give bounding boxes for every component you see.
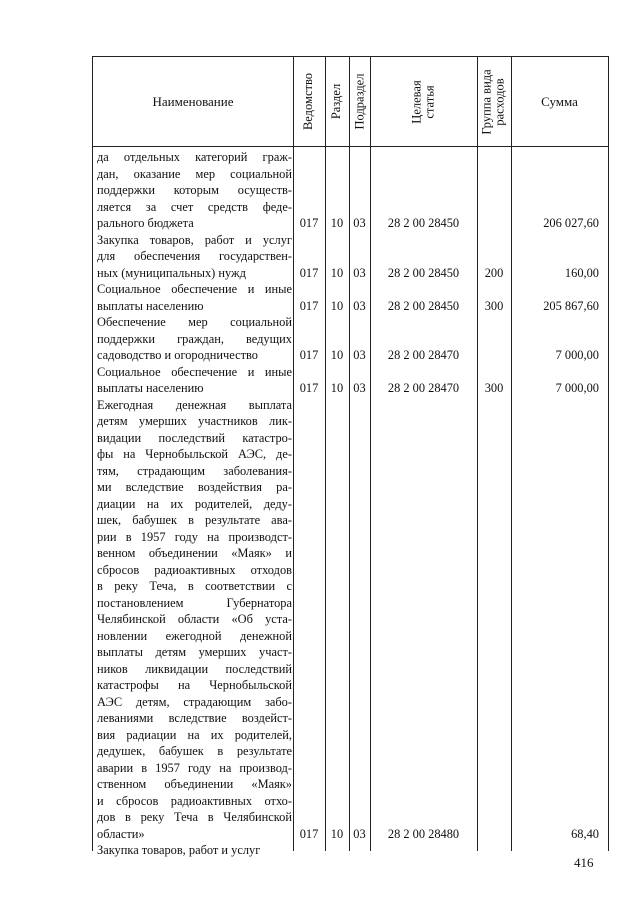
row-name-line: Закупка товаров, работ и услуг — [97, 843, 261, 857]
row-name-line: выплаты детям умерших участ- — [97, 645, 292, 659]
row-name-line: диации на их родителей, деду- — [97, 496, 292, 511]
cell-gruppa: 200 — [484, 265, 504, 280]
header-vedomstvo — [293, 57, 325, 146]
row-name-line: выплаты населению — [97, 381, 204, 395]
row-name-line: детям умерших участников лик- — [97, 414, 292, 428]
column-divider — [293, 57, 294, 851]
row-name-line: ников ликвидации последствий — [97, 661, 292, 676]
cell-celevaya-statya: 28 2 00 28450 — [387, 216, 460, 230]
column-divider — [370, 57, 371, 851]
row-name-line: садоводство и огородничество — [97, 348, 258, 362]
cell-vedomstvo: 017 — [299, 216, 319, 230]
cell-razdel: 10 — [330, 348, 344, 362]
header-vedomstvo-label: Ведомство — [301, 72, 316, 131]
row-name-line: поддержки которым осуществ- — [97, 183, 292, 197]
row-name-line: Закупка товаров, работ и услуг — [97, 232, 292, 247]
row-name-line: рального бюджета — [97, 216, 194, 230]
cell-podrazdel: 03 — [353, 216, 366, 230]
header-summa: Сумма — [541, 93, 578, 109]
row-name-line: катастрофы на Чернобыльской — [97, 678, 292, 692]
cell-podrazdel: 03 — [353, 381, 366, 395]
cell-celevaya-statya: 28 2 00 28480 — [387, 826, 460, 841]
row-name-line: шек, бабушек в результате ава- — [97, 513, 292, 527]
row-name-line: Ежегодная денежная выплата — [97, 397, 292, 412]
header-razdel — [325, 57, 349, 146]
cell-celevaya-statya: 28 2 00 28470 — [387, 381, 460, 395]
cell-vedomstvo: 017 — [299, 826, 319, 841]
cell-summa: 7 000,00 — [555, 348, 599, 362]
row-name-line: выплаты населению — [97, 298, 204, 313]
cell-razdel: 10 — [330, 826, 344, 841]
column-divider — [349, 57, 350, 851]
row-name-line: дедушек, бабушек в результате — [97, 744, 292, 758]
cell-gruppa: 300 — [484, 298, 504, 313]
row-name-line: АЭС детям, страдающим забо- — [97, 694, 292, 709]
cell-celevaya-statya: 28 2 00 28470 — [387, 348, 460, 362]
row-name-line: да отдельных категорий граж- — [97, 150, 292, 164]
row-name-line: ми вследствие воздействия ра- — [97, 480, 292, 494]
row-name-line: в реку Теча, в соответствии с — [97, 579, 292, 593]
row-name-line: венном объединении «Маяк» и — [97, 546, 292, 560]
header-podrazdel-label: Подраздел — [352, 73, 366, 130]
row-name-line: леваниями вследствие воздейст- — [97, 711, 292, 725]
cell-vedomstvo: 017 — [299, 348, 319, 362]
row-name-line: рии в 1957 году на производст- — [97, 529, 292, 544]
row-name-line: Обеспечение мер социальной — [97, 315, 292, 329]
row-name-line: аварии в 1957 году на производ- — [97, 760, 292, 775]
row-name-line: постановлением Губернатора — [97, 595, 292, 610]
header-podrazdel — [349, 57, 370, 146]
cell-summa: 7 000,00 — [555, 381, 599, 395]
row-name-line: ственном объединении «Маяк» — [97, 777, 292, 791]
page-number: 416 — [574, 855, 594, 870]
cell-summa: 206 027,60 — [543, 216, 599, 230]
header-gruppa-label: Группа вида расходов — [480, 68, 508, 135]
header-gruppa-vida-rashodov — [477, 57, 511, 146]
cell-razdel: 10 — [330, 381, 344, 395]
header-celevaya-statya — [370, 57, 477, 146]
cell-podrazdel: 03 — [353, 298, 366, 313]
header-divider — [93, 146, 608, 147]
header-name: Наименование — [152, 93, 234, 109]
cell-celevaya-statya: 28 2 00 28450 — [387, 298, 460, 313]
cell-summa: 68,40 — [571, 826, 599, 841]
row-name-line: видации последствий катастро- — [97, 430, 292, 445]
row-name-line: Социальное обеспечение и иные — [97, 282, 292, 296]
row-name-line: дов в реку Теча в Челябинской — [97, 810, 292, 824]
row-name-line: поддержки граждан, ведущих — [97, 331, 292, 346]
row-name-line: вия радиации на их родителей, — [97, 727, 292, 742]
budget-table — [92, 56, 609, 857]
header-razdel-label: Раздел — [329, 83, 344, 120]
cell-podrazdel: 03 — [353, 826, 366, 841]
cell-podrazdel: 03 — [353, 348, 366, 362]
row-name-line: ляется за счет средств феде- — [97, 199, 292, 214]
cell-razdel: 10 — [330, 298, 344, 313]
row-name-line: новлении ежегодной денежной — [97, 628, 292, 643]
row-name-line: сбросов радиоактивных отходов — [97, 562, 292, 577]
row-name-line: тям, страдающим заболевания- — [97, 463, 292, 478]
row-name-line: Челябинской области «Об уста- — [97, 612, 292, 626]
row-name-line: дан, оказание мер социальной — [97, 166, 292, 181]
row-name-line: ных (муниципальных) нужд — [97, 265, 246, 280]
cell-celevaya-statya: 28 2 00 28450 — [387, 265, 460, 280]
cell-vedomstvo: 017 — [299, 265, 319, 280]
row-name-line: для обеспечения государствен- — [97, 249, 292, 263]
cell-razdel: 10 — [330, 216, 344, 230]
row-name-line: и сбросов радиоактивных отхо- — [97, 793, 292, 808]
row-name-line: Социальное обеспечение и иные — [97, 364, 292, 379]
column-divider — [325, 57, 326, 851]
cell-vedomstvo: 017 — [299, 381, 319, 395]
cell-razdel: 10 — [330, 265, 344, 280]
header-celevaya-statya-label: Целевая статья — [409, 79, 437, 124]
cell-summa: 160,00 — [564, 265, 599, 280]
cell-summa: 205 867,60 — [543, 298, 599, 313]
cell-vedomstvo: 017 — [299, 298, 319, 313]
cell-gruppa: 300 — [484, 381, 504, 395]
row-name-line: фы на Чернобыльской АЭС, де- — [97, 447, 292, 461]
column-divider — [477, 57, 478, 851]
row-name-line: области» — [97, 826, 145, 841]
cell-podrazdel: 03 — [353, 265, 366, 280]
column-divider — [511, 57, 512, 851]
